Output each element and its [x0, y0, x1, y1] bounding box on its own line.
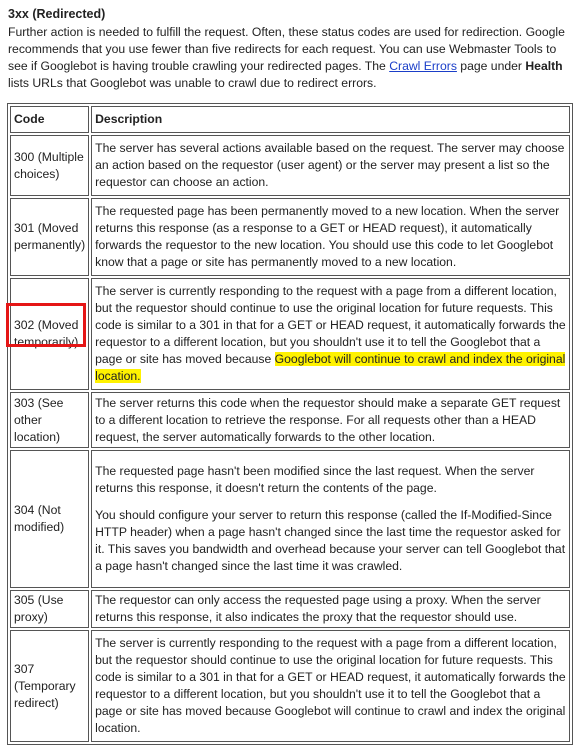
status-description: The server returns this code when the requestor should make a separate GET request to a different location to retrieve the response. For all requests other than a HEAD request, the server automatically forwards to the other location. — [91, 392, 570, 448]
status-description: The server has several actions available based on the request. The server may choose an action based on the requestor (user agent) or the server may present a list so the requestor can choose an action. — [91, 135, 570, 196]
table-row — [10, 135, 570, 196]
status-code: 300 (Multiple choices) — [10, 135, 89, 196]
intro-text-3: lists URLs that Googlebot was unable to crawl due to redirect errors. — [8, 76, 377, 90]
status-code-cell — [10, 278, 89, 390]
description-text: The server is currently responding to the request with a page from a different location, but the requestor should continue to use the original location for future requests. This code is similar to a 301 in that for a GET or HEAD request, it automatically forwards the requestor to a different location, but you shouldn't use it to tell the Googlebot that a page or site has moved because — [95, 284, 566, 366]
intro-text-1: Further action is needed to fulfill the request. Often, these status codes are used for redirection. Google recommends that you use fewer than five redirects for each request. You can use Webmaster Tools to see if Googlebot is having trouble crawling your redirected pages. The — [8, 25, 565, 73]
status-code-table — [7, 103, 573, 745]
status-code: 303 (See other location) — [10, 392, 89, 448]
status-code: 301 (Moved permanently) — [10, 198, 89, 276]
column-header-description: Description — [91, 106, 570, 133]
status-description — [91, 450, 570, 588]
status-description: The requestor can only access the requested page using a proxy. When the server returns this response, it also indicates the proxy that the requestor should use. — [91, 590, 570, 628]
table-row — [10, 198, 570, 276]
status-description: The requested page has been permanently moved to a new location. When the server returns this response (as a response to a GET or HEAD request), it automatically forwards the requestor to the new location. You should use this code to let Googlebot know that a page or site has permanently moved to a new location. — [91, 198, 570, 276]
intro-text-2: page under — [456, 59, 526, 73]
description-paragraph: The requested page hasn't been modified since the last request. When the server returns this response, it doesn't return the contents of the page. — [95, 464, 535, 495]
status-code: 304 (Not modified) — [10, 450, 89, 588]
column-header-code: Code — [10, 106, 89, 133]
intro-paragraph — [8, 24, 572, 92]
status-code: 305 (Use proxy) — [10, 590, 89, 628]
status-code: 307 (Temporary redirect) — [10, 630, 89, 742]
description-paragraph: You should configure your server to return this response (called the If-Modified-Since HTTP header) when a page hasn't changed since the last time the requestor asked for it. This saves you bandwidth and overhead because your server can tell Googlebot that a page hasn't changed since the last time it was crawled. — [95, 508, 566, 573]
status-description: The server is currently responding to the request with a page from a different location, but the requestor should continue to use the original location for future requests. This code is similar to a 301 in that for a GET or HEAD request, it automatically forwards the requestor to a different location, but you shouldn't use it to tell the Googlebot that a page or site has moved because Googlebot will continue to crawl and index the original location. — [91, 630, 570, 742]
status-code: 302 (Moved temporarily) — [14, 318, 79, 349]
table-header-row — [10, 106, 570, 133]
crawl-errors-link[interactable]: Crawl Errors — [389, 59, 457, 73]
table-row — [10, 392, 570, 448]
table-row — [10, 450, 570, 588]
section-heading: 3xx (Redirected) — [8, 7, 106, 21]
table-row — [10, 590, 570, 628]
health-bold: Health — [525, 59, 563, 73]
table-row — [10, 278, 570, 390]
status-description — [91, 278, 570, 390]
table-row — [10, 630, 570, 742]
highlighted-text: Googlebot will continue to crawl and index the original location. — [95, 352, 566, 383]
